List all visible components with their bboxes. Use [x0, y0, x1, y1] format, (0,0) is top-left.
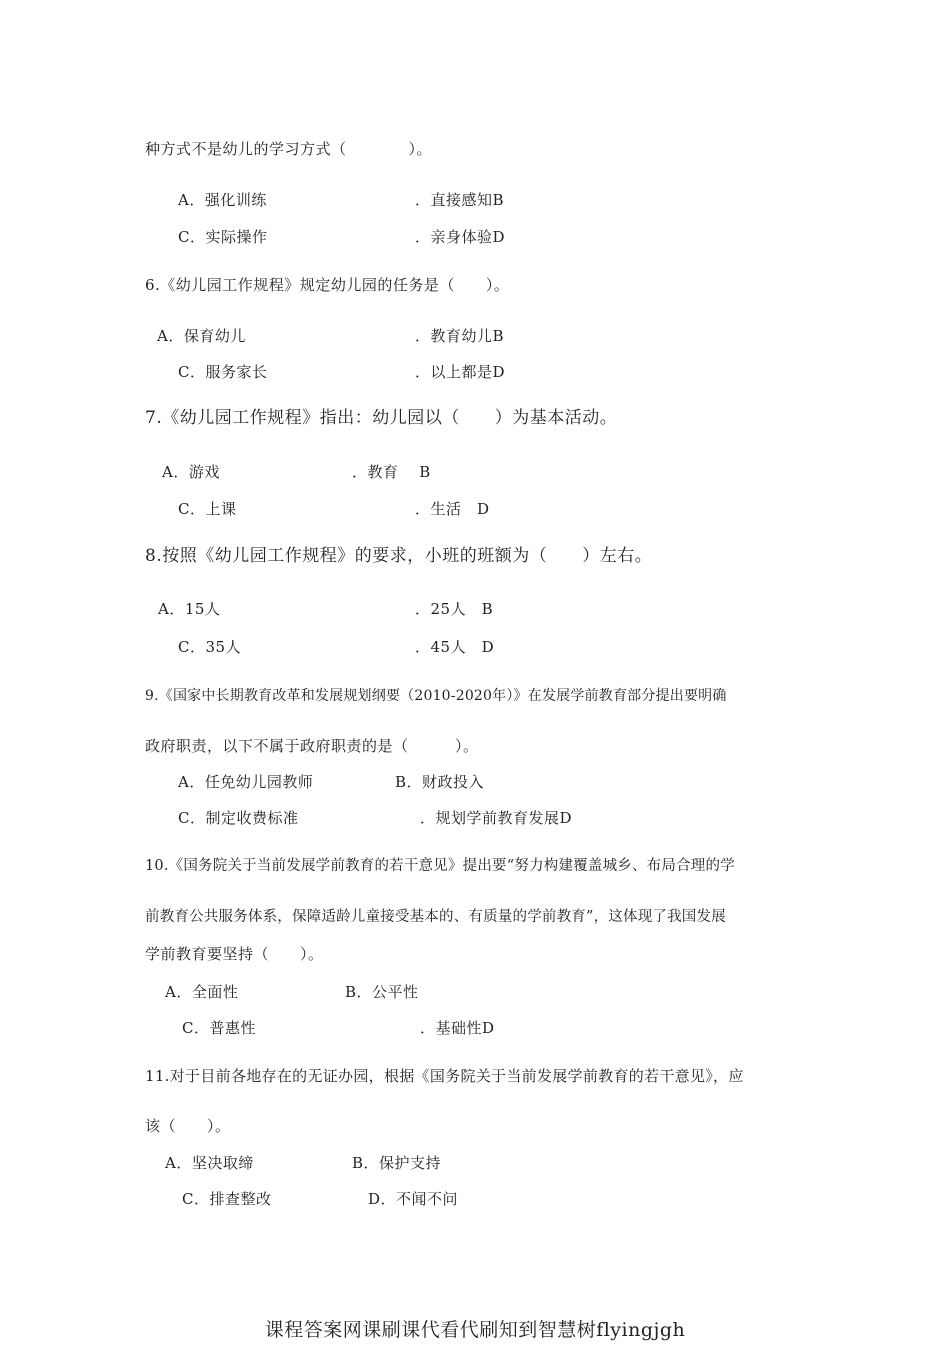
question-stem-line-1: 9.《国家中长期教育改革和发展规划纲要（2010-2020年）》在发展学前教育部分提出要明确 [145, 688, 727, 704]
option-c: C．上课 [178, 500, 237, 518]
question-stem-line-2: 该（ ）。 [145, 1117, 231, 1135]
option-d: ．亲身体验D [415, 228, 506, 246]
option-a: A．任免幼儿园教师 [178, 773, 314, 791]
option-a: A．强化训练 [178, 191, 267, 209]
question-stem-line-2: 前教育公共服务体系，保障适龄儿童接受基本的、有质量的学前教育”，这体现了我国发展 [145, 909, 726, 925]
question-stem-line-1: 10.《国务院关于当前发展学前教育的若干意见》提出要“努力构建覆盖城乡、布局合理的学 [145, 858, 735, 874]
question-stem: 种方式不是幼儿的学习方式（ ）。 [145, 140, 433, 158]
option-c: C．普惠性 [182, 1019, 256, 1037]
option-b: ．教育 B [352, 463, 431, 481]
option-a: A．游戏 [162, 463, 220, 481]
question-stem: 6.《幼儿园工作规程》规定幼儿园的任务是（ ）。 [145, 276, 510, 294]
page-footer: 课程答案网课刷课代看代刷知到智慧树flyingjgh [264, 1319, 686, 1341]
option-b: B．财政投入 [395, 773, 485, 791]
option-a: A．全面性 [165, 983, 239, 1001]
option-b: B．公平性 [345, 983, 419, 1001]
option-d: D．不闻不问 [368, 1190, 459, 1208]
option-c: C．排查整改 [182, 1190, 272, 1208]
option-c: C．实际操作 [178, 228, 268, 246]
option-a: A．坚决取缔 [165, 1154, 254, 1172]
option-d: ．45人 D [415, 638, 495, 656]
option-b: B．保护支持 [352, 1154, 442, 1172]
option-a: A．保育幼儿 [157, 327, 246, 345]
question-stem-line-2: 政府职责，以下不属于政府职责的是（ ）。 [145, 737, 479, 755]
option-b: ．直接感知B [415, 191, 505, 209]
question-stem: 8.按照《幼儿园工作规程》的要求，小班的班额为（ ）左右。 [145, 546, 653, 566]
option-d: ．以上都是D [415, 363, 506, 381]
option-c: C．35人 [178, 638, 242, 656]
option-d: ．基础性D [420, 1019, 495, 1037]
option-d: ．生活 D [415, 500, 490, 518]
question-stem-line-1: 11.对于目前各地存在的无证办园，根据《国务院关于当前发展学前教育的若干意见》，应 [145, 1067, 744, 1085]
option-a: A．15人 [158, 600, 221, 618]
option-c: C．制定收费标准 [178, 809, 299, 827]
question-stem: 7.《幼儿园工作规程》指出：幼儿园以（ ）为基本活动。 [145, 408, 618, 428]
option-b: ．25人 B [415, 600, 494, 618]
option-d: ．规划学前教育发展D [420, 809, 573, 827]
question-stem-line-3: 学前教育要坚持（ ）。 [145, 945, 324, 963]
option-c: C．服务家长 [178, 363, 268, 381]
option-b: ．教育幼儿B [415, 327, 505, 345]
